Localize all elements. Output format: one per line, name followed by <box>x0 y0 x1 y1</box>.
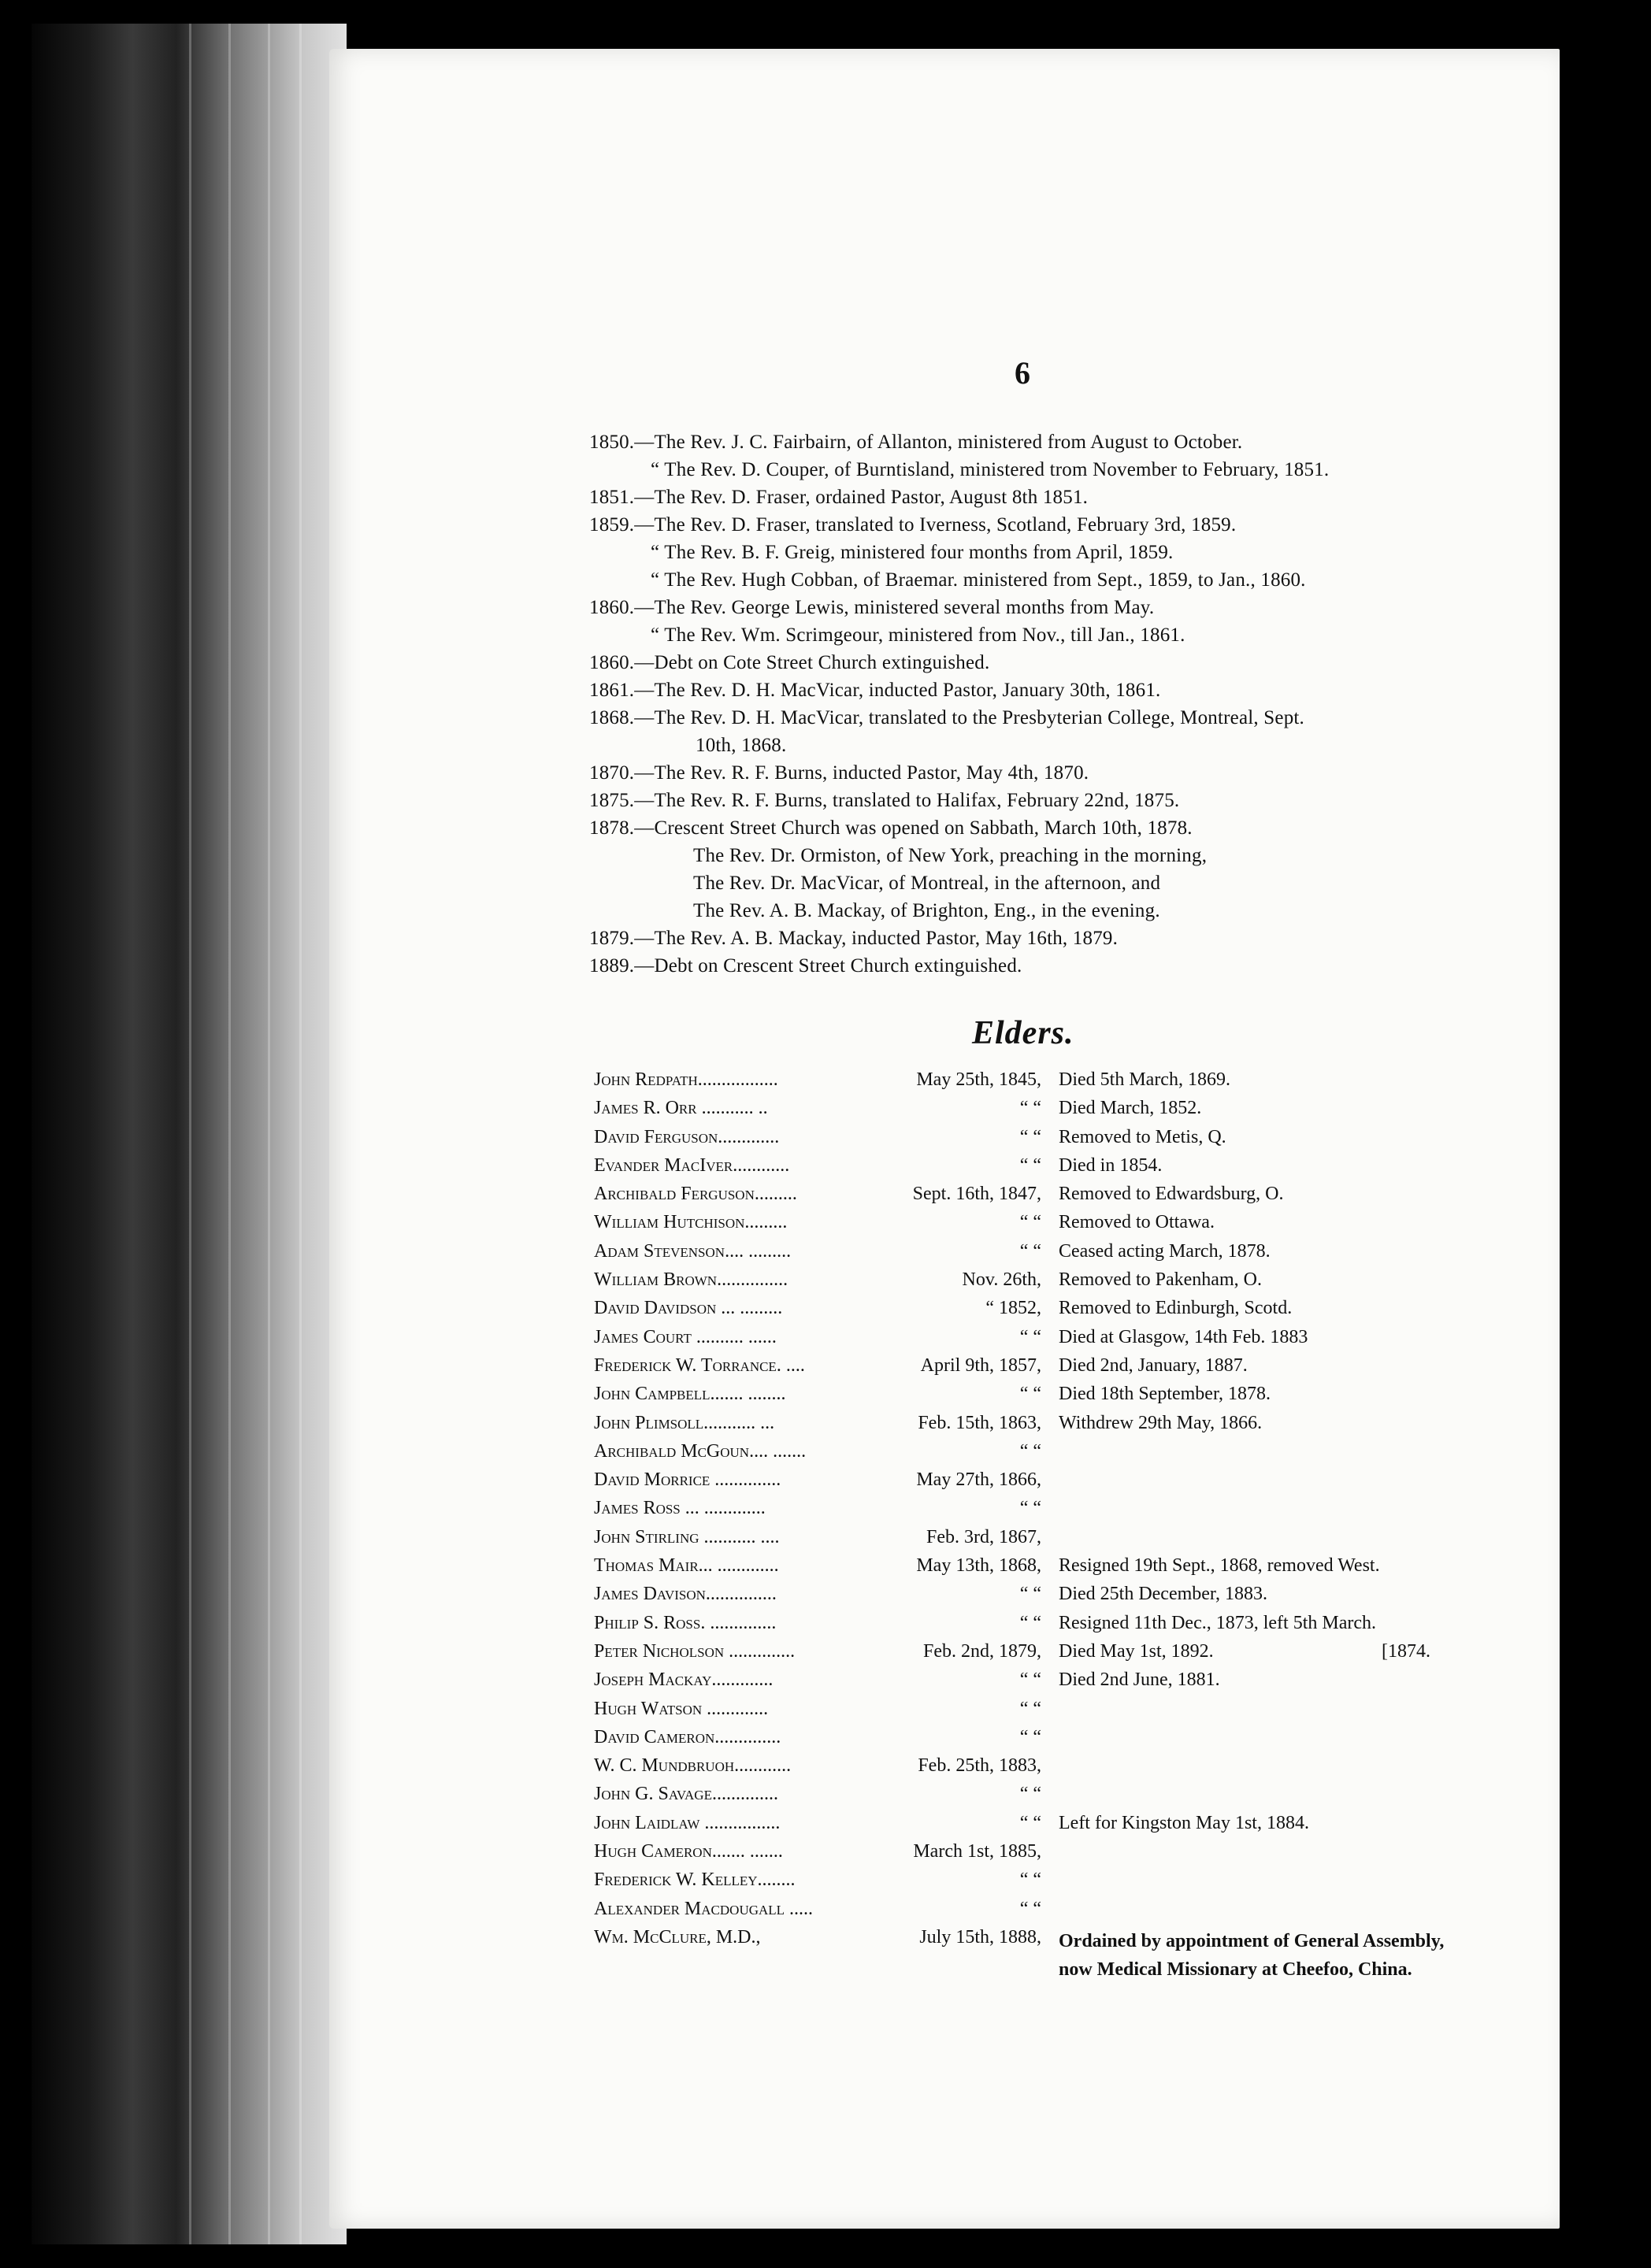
elder-ordination-date: “ “ <box>1019 1098 1041 1119</box>
elder-ordination-date: “ “ <box>1019 1154 1041 1176</box>
elder-ordination-date: “ “ <box>1019 1726 1041 1747</box>
elder-row <box>594 1155 1555 1184</box>
elder-ordination-date: April 9th, 1857, <box>920 1354 1041 1376</box>
history-entry: 1860.—The Rev. George Lewis, ministered several months from May. <box>589 597 1155 618</box>
elder-name: David Ferguson............. <box>594 1126 780 1147</box>
elder-row <box>594 1926 1555 1980</box>
elder-name: William Hutchison......... <box>594 1212 788 1233</box>
elder-note: Resigned 11th Dec., 1873, left 5th March. <box>1059 1612 1377 1633</box>
elder-name: John Stirling ........... .... <box>594 1526 780 1547</box>
elder-row <box>594 1899 1555 1927</box>
elder-note: Died 5th March, 1869. <box>1059 1069 1230 1090</box>
elder-ordination-date: “ “ <box>1019 1326 1041 1347</box>
elder-name: James R. Orr ........... .. <box>594 1098 768 1119</box>
elder-name: John Laidlaw ................ <box>594 1812 781 1833</box>
elder-row <box>594 1441 1555 1469</box>
elder-ordination-date: “ “ <box>1019 1670 1041 1691</box>
history-entry: 1889.—Debt on Crescent Street Church extinguished. <box>589 955 1022 976</box>
elder-ordination-date: “ “ <box>1019 1784 1041 1805</box>
history-entry: 1860.—Debt on Cote Street Church extinguished. <box>589 652 990 673</box>
elder-name: Alexander Macdougall ..... <box>594 1898 814 1919</box>
elder-ordination-date: “ “ <box>1019 1498 1041 1519</box>
elder-name: Adam Stevenson.... ......... <box>594 1240 792 1262</box>
elder-row <box>594 1413 1555 1441</box>
elder-name: Archibald Ferguson......... <box>594 1184 797 1205</box>
elder-ordination-date: Nov. 26th, <box>962 1269 1041 1291</box>
elder-name: Archibald McGoun.... ....... <box>594 1440 807 1462</box>
elders-heading: Elders. <box>972 1015 1074 1051</box>
elder-ordination-date: “ “ <box>1019 1698 1041 1719</box>
history-entry: The Rev. Dr. Ormiston, of New York, preaching in the morning, <box>693 845 1208 866</box>
elder-ordination-date: “ “ <box>1019 1384 1041 1405</box>
elder-name: Frederick W. Torrance. .... <box>594 1354 805 1376</box>
elder-name: Hugh Watson ............. <box>594 1698 769 1719</box>
elder-row <box>594 1069 1555 1098</box>
elder-note: Removed to Ottawa. <box>1059 1212 1215 1233</box>
elder-name: Hugh Cameron....... ....... <box>594 1841 783 1862</box>
elder-ordination-date: “ “ <box>1019 1612 1041 1633</box>
elder-row <box>594 1469 1555 1498</box>
elder-name: James Ross ... ............. <box>594 1498 766 1519</box>
elder-row <box>594 1841 1555 1870</box>
elder-name: John Campbell....... ........ <box>594 1384 786 1405</box>
elder-row <box>594 1727 1555 1755</box>
history-entry: The Rev. A. B. Mackay, of Brighton, Eng., in the evening. <box>693 900 1160 921</box>
elder-row <box>594 1298 1555 1326</box>
elder-row <box>594 1641 1555 1670</box>
elder-name: John Redpath................. <box>594 1069 778 1090</box>
elder-ordination-date: March 1st, 1885, <box>913 1841 1041 1862</box>
elder-row <box>594 1784 1555 1812</box>
elder-row <box>594 1498 1555 1526</box>
elder-note: Died 18th September, 1878. <box>1059 1384 1271 1405</box>
elder-name: James Court .......... ...... <box>594 1326 777 1347</box>
elder-note: Died 25th December, 1883. <box>1059 1584 1267 1605</box>
elder-name: Frederick W. Kelley........ <box>594 1870 796 1891</box>
elder-name: Peter Nicholson .............. <box>594 1640 796 1662</box>
elder-row <box>594 1241 1555 1269</box>
elder-row <box>594 1555 1555 1584</box>
history-entry: 1861.—The Rev. D. H. MacVicar, inducted Pastor, January 30th, 1861. <box>589 680 1161 701</box>
elder-note: Died in 1854. <box>1059 1154 1163 1176</box>
elder-ordination-date: “ “ <box>1019 1440 1041 1462</box>
elder-note: Removed to Edinburgh, Scotd. <box>1059 1298 1293 1319</box>
elder-ordination-date: “ 1852, <box>985 1298 1041 1319</box>
elder-ordination-date: July 15th, 1888, <box>919 1926 1041 1947</box>
elder-ordination-date: “ “ <box>1019 1812 1041 1833</box>
elder-name: John Plimsoll........... ... <box>594 1412 775 1433</box>
elder-name: James Davison............... <box>594 1584 777 1605</box>
history-entry: “ The Rev. Wm. Scrimgeour, ministered from Nov., till Jan., 1861. <box>651 624 1185 646</box>
elder-name: W. C. Mundbruoh............ <box>594 1755 792 1777</box>
elder-row <box>594 1755 1555 1784</box>
elder-row <box>594 1184 1555 1212</box>
elder-ordination-date: Feb. 25th, 1883, <box>918 1755 1041 1777</box>
elders-list <box>594 1069 1555 1980</box>
history-entry: 1851.—The Rev. D. Fraser, ordained Pastor, August 8th 1851. <box>589 487 1089 508</box>
elder-name: David Cameron.............. <box>594 1726 781 1747</box>
history-entry: “ The Rev. D. Couper, of Burntisland, ministered trom November to February, 1851. <box>651 459 1330 480</box>
margin-note: [1874. <box>1382 1640 1430 1662</box>
mcclure-note: Ordained by appointment of General Assembly, now Medical Missionary at Cheefoo, China. <box>1059 1930 1445 1980</box>
elder-name: David Morrice .............. <box>594 1469 781 1491</box>
history-entry: “ The Rev. Hugh Cobban, of Braemar. ministered from Sept., 1859, to Jan., 1860. <box>651 569 1306 591</box>
book-page <box>329 49 1560 2229</box>
history-entry: 1875.—The Rev. R. F. Burns, translated to Halifax, February 22nd, 1875. <box>589 790 1180 811</box>
history-entry: 1850.—The Rev. J. C. Fairbairn, of Allanton, ministered from August to October. <box>589 432 1243 453</box>
elder-ordination-date: Feb. 15th, 1863, <box>918 1412 1041 1433</box>
elder-name: David Davidson ... ......... <box>594 1298 783 1319</box>
elder-row <box>594 1098 1555 1126</box>
book-page-edges <box>32 24 347 2244</box>
elder-row <box>594 1813 1555 1841</box>
elder-ordination-date: May 13th, 1868, <box>916 1555 1041 1577</box>
elder-note: Removed to Pakenham, O. <box>1059 1269 1262 1291</box>
elder-ordination-date: “ “ <box>1019 1240 1041 1262</box>
elder-note: Died at Glasgow, 14th Feb. 1883 <box>1059 1326 1308 1347</box>
elder-name: William Brown............... <box>594 1269 788 1291</box>
elder-note: Resigned 19th Sept., 1868, removed West. <box>1059 1555 1380 1577</box>
page-number: 6 <box>1015 355 1030 391</box>
elder-name: Thomas Mair... ............. <box>594 1555 779 1577</box>
elder-row <box>594 1584 1555 1612</box>
history-entry: “ The Rev. B. F. Greig, ministered four months from April, 1859. <box>651 542 1174 563</box>
elder-note: Died March, 1852. <box>1059 1098 1202 1119</box>
elder-name: Wm. McClure, M.D., <box>594 1926 761 1947</box>
elder-note: Removed to Edwardsburg, O. <box>1059 1184 1284 1205</box>
elder-note: Removed to Metis, Q. <box>1059 1126 1226 1147</box>
history-entry: 1859.—The Rev. D. Fraser, translated to Iverness, Scotland, February 3rd, 1859. <box>589 514 1237 536</box>
history-entry: The Rev. Dr. MacVicar, of Montreal, in the afternoon, and <box>693 873 1161 894</box>
elder-note: Died 2nd June, 1881. <box>1059 1670 1220 1691</box>
history-entry: 10th, 1868. <box>696 735 787 756</box>
history-entry: 1870.—The Rev. R. F. Burns, inducted Pastor, May 4th, 1870. <box>589 762 1089 784</box>
elder-name: Evander MacIver............ <box>594 1154 790 1176</box>
elder-name: John G. Savage.............. <box>594 1784 778 1805</box>
elder-note: Died 2nd, January, 1887. <box>1059 1354 1248 1376</box>
elder-ordination-date: Sept. 16th, 1847, <box>912 1184 1041 1205</box>
elder-ordination-date: May 27th, 1866, <box>916 1469 1041 1491</box>
elder-row <box>594 1212 1555 1240</box>
elder-row <box>594 1355 1555 1384</box>
elder-ordination-date: “ “ <box>1019 1584 1041 1605</box>
elder-row <box>594 1699 1555 1727</box>
church-history-list <box>589 428 1550 980</box>
elder-row <box>594 1384 1555 1412</box>
history-entry: 1879.—The Rev. A. B. Mackay, inducted Pastor, May 16th, 1879. <box>589 928 1119 949</box>
elder-ordination-date: May 25th, 1845, <box>916 1069 1041 1090</box>
elder-note: Ceased acting March, 1878. <box>1059 1240 1271 1262</box>
elder-row <box>594 1613 1555 1641</box>
elder-ordination-date: “ “ <box>1019 1212 1041 1233</box>
elder-note: Withdrew 29th May, 1866. <box>1059 1412 1263 1433</box>
elder-row <box>594 1670 1555 1698</box>
elder-row <box>594 1127 1555 1155</box>
history-entry: 1878.—Crescent Street Church was opened on Sabbath, March 10th, 1878. <box>589 817 1193 839</box>
elder-ordination-date: Feb. 3rd, 1867, <box>926 1526 1041 1547</box>
history-entry: 1868.—The Rev. D. H. MacVicar, translated to the Presbyterian College, Montreal, Sept. <box>589 707 1304 728</box>
elder-row <box>594 1327 1555 1355</box>
elder-ordination-date: “ “ <box>1019 1126 1041 1147</box>
elder-row <box>594 1269 1555 1298</box>
elder-ordination-date: Feb. 2nd, 1879, <box>923 1640 1041 1662</box>
elder-name: Joseph Mackay............. <box>594 1670 774 1691</box>
elder-row <box>594 1527 1555 1555</box>
elder-name: Philip S. Ross. .............. <box>594 1612 777 1633</box>
elder-row <box>594 1870 1555 1898</box>
elder-ordination-date: “ “ <box>1019 1870 1041 1891</box>
elder-ordination-date: “ “ <box>1019 1898 1041 1919</box>
elder-note: Died May 1st, 1892. <box>1059 1640 1214 1662</box>
elder-note: Left for Kingston May 1st, 1884. <box>1059 1812 1309 1833</box>
